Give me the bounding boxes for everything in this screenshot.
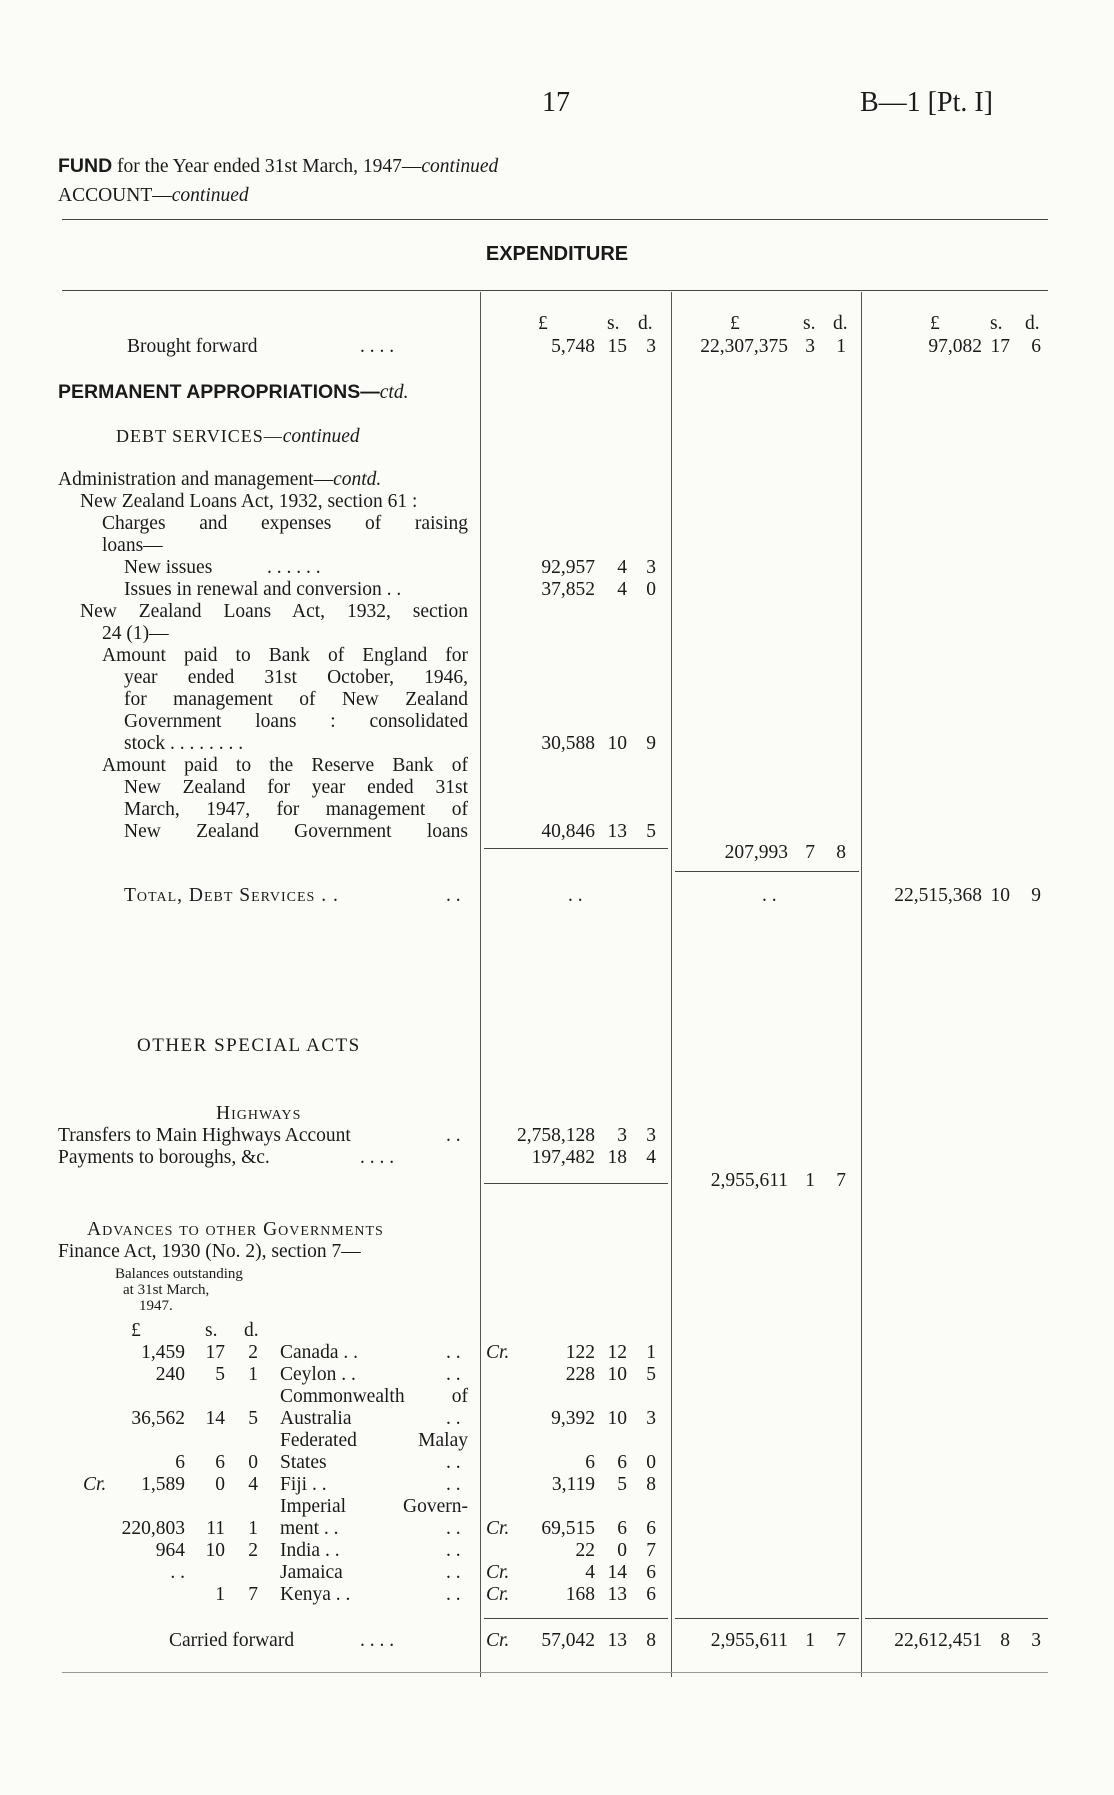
advance-row-3-s: 10 [607, 1408, 627, 1429]
other-special-acts-title: OTHER SPECIAL ACTS [137, 1035, 361, 1056]
debt-continued: continued [282, 426, 360, 447]
page-reference [860, 88, 993, 118]
advance-row-5-bal-pounds: 6 [175, 1452, 185, 1473]
advance-row-8-bal-pounds: 220,803 [121, 1518, 185, 1539]
advance-row-8-cr: Cr. [486, 1518, 510, 1539]
boe-line1: Amount paid to Bank of England for [102, 645, 468, 666]
highways-sub-s: 1 [805, 1170, 815, 1191]
boroughs-label: Payments to boroughs, &c. [58, 1147, 270, 1168]
advance-row-6-bal-pounds: 1,589 [141, 1474, 185, 1495]
col1-d: d. [638, 313, 653, 334]
rb-d: 5 [646, 821, 656, 842]
rule-top [62, 219, 1048, 220]
advance-row-9-s: 0 [617, 1540, 627, 1561]
advance-row-6-bal-s: 0 [215, 1474, 225, 1495]
advance-row-1-d: 5 [646, 1364, 656, 1385]
advance-row-8-dots: . . [446, 1518, 461, 1539]
carried-cr: Cr. [486, 1630, 510, 1651]
advance-row-0-name: Canada . . [280, 1342, 358, 1363]
advance-row-0-cr: Cr. [486, 1342, 510, 1363]
advance-row-3-bal-s: 14 [205, 1408, 225, 1429]
col1-pound: £ [538, 313, 548, 334]
advance-row-11-d: 6 [646, 1584, 656, 1605]
bf-c3-pounds: 97,082 [928, 336, 982, 357]
advance-row-3-name: Australia [280, 1408, 352, 1429]
advance-row-11-s: 13 [607, 1584, 627, 1605]
advance-row-5-name: States [280, 1452, 327, 1473]
total-debt-d: 9 [1031, 885, 1041, 906]
nzla61-line2: Charges and expenses of raising [102, 513, 468, 534]
boroughs-dots: . . . . [360, 1147, 395, 1168]
advance-row-1-bal-s: 5 [215, 1364, 225, 1385]
rule-header [62, 290, 1048, 291]
rule-bottom [62, 1672, 1048, 1673]
boroughs-s: 18 [607, 1147, 627, 1168]
boe-line3: for management of New Zealand [124, 689, 468, 710]
new-issues-label: New issues [124, 557, 213, 578]
bf-c2-s: 3 [805, 336, 815, 357]
advance-row-10-s: 14 [607, 1562, 627, 1583]
advance-row-1-s: 10 [607, 1364, 627, 1385]
advance-row-1-dots: . . [446, 1364, 461, 1385]
rule-debt-c1 [484, 848, 668, 849]
permanent-ctd: ctd. [379, 382, 409, 403]
advance-row-0-bal-pounds: 1,459 [141, 1342, 185, 1363]
advance-row-9-bal-s: 10 [205, 1540, 225, 1561]
total-debt-pounds: 22,515,368 [894, 885, 982, 906]
account-heading [58, 185, 249, 207]
rb-line4: New Zealand Government loans [124, 821, 468, 842]
advance-row-8-name: ment . . [280, 1518, 339, 1539]
debt-sub-pounds: 207,993 [724, 842, 788, 863]
advance-row-5-pounds: 6 [585, 1452, 595, 1473]
new-issues-dots: . . . . . . [267, 557, 321, 578]
advance-row-0-pounds: 122 [565, 1342, 595, 1363]
page-number: 17 [542, 87, 570, 118]
bal-head-pound: £ [131, 1320, 141, 1341]
advances-act: Finance Act, 1930 (No. 2), section 7— [58, 1241, 361, 1262]
advance-row-6-bal-d: 4 [248, 1474, 258, 1495]
advance-row-6-dots: . . [446, 1474, 461, 1495]
advance-row-3-pounds: 9,392 [551, 1408, 595, 1429]
debt-services-heading [116, 425, 360, 448]
bal-head-d: d. [244, 1320, 259, 1341]
highways-title: Highways [216, 1103, 302, 1124]
col-divider-2 [671, 292, 672, 1677]
boroughs-pounds: 197,482 [531, 1147, 595, 1168]
advance-row-3-bal-pounds: 36,562 [131, 1408, 185, 1429]
debt-title: DEBT SERVICES— [116, 426, 283, 446]
advances-title: Advances to other Governments [87, 1219, 384, 1240]
main-highways-s: 3 [617, 1125, 627, 1146]
debt-sub-s: 7 [805, 842, 815, 863]
total-debt-label: Total, Debt Services . . [124, 885, 339, 906]
col3-s: s. [990, 313, 1003, 334]
balances-line1: Balances outstanding [115, 1266, 243, 1282]
cf-c2-pounds: 2,955,611 [710, 1630, 788, 1651]
bf-c1-s: 15 [607, 336, 627, 357]
fund-bold: FUND [58, 155, 113, 177]
brought-forward-dots: . . . . [360, 336, 395, 357]
bf-c1-pounds: 5,748 [551, 336, 595, 357]
boe-line5: stock . . . . . . . . [124, 733, 244, 754]
col1-s: s. [607, 313, 620, 334]
cf-c3-pounds: 22,612,451 [894, 1630, 982, 1651]
nzla24-line1: New Zealand Loans Act, 1932, section [80, 601, 468, 622]
advance-row-11-cr: Cr. [486, 1584, 510, 1605]
carried-forward-label: Carried forward [169, 1630, 295, 1651]
admin-line [58, 469, 381, 491]
advance-row-9-bal-d: 2 [248, 1540, 258, 1561]
renewal-pounds: 37,852 [541, 579, 595, 600]
boe-s: 10 [607, 733, 627, 754]
highways-sub-pounds: 2,955,611 [710, 1170, 788, 1191]
advance-row-8-bal-s: 11 [206, 1518, 225, 1539]
advance-row-1-bal-d: 1 [248, 1364, 258, 1385]
advance-row-10-name: Jamaica [280, 1562, 343, 1583]
main-highways-d: 3 [646, 1125, 656, 1146]
col2-d: d. [833, 313, 848, 334]
advance-row-3-d: 3 [646, 1408, 656, 1429]
rb-s: 13 [607, 821, 627, 842]
cf-c1-pounds: 57,042 [541, 1630, 595, 1651]
advance-row-1-bal-pounds: 240 [155, 1364, 185, 1385]
advance-row-11-bal-d: 7 [248, 1584, 258, 1605]
advance-row-10-pounds: 4 [585, 1562, 595, 1583]
renewal-label: Issues in renewal and conversion . . [124, 579, 402, 600]
col3-pound: £ [930, 313, 940, 334]
advance-row-9-bal-pounds: 964 [155, 1540, 185, 1561]
advance-row-5-bal-s: 6 [215, 1452, 225, 1473]
nzla24-line2: 24 (1)— [102, 623, 169, 644]
main-highways-label: Transfers to Main Highways Account [58, 1125, 351, 1146]
advance-row-9-dots: . . [446, 1540, 461, 1561]
balances-line2: at 31st March, [123, 1282, 210, 1298]
renewal-s: 4 [617, 579, 627, 600]
fund-heading [58, 155, 498, 178]
permanent-title: PERMANENT APPROPRIATIONS— [58, 381, 380, 403]
boe-line4: Government loans : consolidated [124, 711, 468, 732]
col-divider-1 [480, 292, 481, 1677]
advance-row-0-s: 12 [607, 1342, 627, 1363]
advance-row-11-bal-s: 1 [215, 1584, 225, 1605]
bf-c3-d: 6 [1031, 336, 1041, 357]
total-debt-s: 10 [990, 885, 1010, 906]
bf-c1-d: 3 [646, 336, 656, 357]
advance-row-5-s: 6 [617, 1452, 627, 1473]
new-issues-pounds: 92,957 [541, 557, 595, 578]
advance-row-0-d: 1 [646, 1342, 656, 1363]
advance-row-6-bal-cr: Cr. [83, 1474, 107, 1495]
boe-line2: year ended 31st October, 1946, [124, 667, 468, 688]
cf-c1-s: 13 [607, 1630, 627, 1651]
advance-row-3-dots: . . [446, 1408, 461, 1429]
cf-c2-d: 7 [836, 1630, 846, 1651]
rule-carried-c3 [865, 1618, 1048, 1619]
advance-row-6-s: 5 [617, 1474, 627, 1495]
rule-debt-c2 [675, 871, 859, 872]
rb-pounds: 40,846 [541, 821, 595, 842]
col-divider-3 [861, 292, 862, 1677]
rule-carried-c2 [675, 1618, 859, 1619]
advance-row-9-d: 7 [646, 1540, 656, 1561]
boe-pounds: 30,588 [541, 733, 595, 754]
bf-c3-s: 17 [990, 336, 1010, 357]
total-debt-dots: . . [446, 885, 461, 906]
total-debt-dots-c2: . . [762, 885, 777, 906]
advance-row-10-dots: . . [446, 1562, 461, 1583]
nzla61-line1: New Zealand Loans Act, 1932, section 61 : [80, 491, 418, 512]
cf-c2-s: 1 [805, 1630, 815, 1651]
page-ref-text: B—1 [Pt. I] [860, 87, 993, 118]
advance-row-10-cr: Cr. [486, 1562, 510, 1583]
advance-row-10-bal-pounds: . . [170, 1562, 185, 1583]
col3-d: d. [1025, 313, 1040, 334]
advance-row-8-d: 6 [646, 1518, 656, 1539]
brought-forward-label: Brought forward [127, 336, 258, 357]
main-highways-pounds: 2,758,128 [517, 1125, 595, 1146]
advance-row-0-bal-s: 17 [205, 1342, 225, 1363]
bal-head-s: s. [205, 1320, 218, 1341]
col2-s: s. [803, 313, 816, 334]
boroughs-d: 4 [646, 1147, 656, 1168]
advance-row-11-name: Kenya . . [280, 1584, 351, 1605]
new-issues-s: 4 [617, 557, 627, 578]
nzla61-line3: loans— [102, 535, 163, 556]
rule-highways-c1 [484, 1183, 668, 1184]
permanent-heading [58, 381, 408, 404]
total-debt-dots-c1: . . [568, 885, 583, 906]
main-highways-dots: . . [446, 1125, 461, 1146]
advance-row-7-name: Imperial Govern- [280, 1496, 468, 1517]
renewal-d: 0 [646, 579, 656, 600]
advance-row-1-pounds: 228 [565, 1364, 595, 1385]
advance-row-6-pounds: 3,119 [551, 1474, 595, 1495]
advance-row-5-bal-d: 0 [248, 1452, 258, 1473]
rb-line1: Amount paid to the Reserve Bank of [102, 755, 468, 776]
admin-text: Administration and management— [58, 469, 334, 490]
fund-rest: for the Year ended 31st March, 1947— [117, 156, 422, 177]
cf-c1-d: 8 [646, 1630, 656, 1651]
advance-row-8-pounds: 69,515 [541, 1518, 595, 1539]
advance-row-5-dots: . . [446, 1452, 461, 1473]
rb-line2: New Zealand for year ended 31st [124, 777, 468, 798]
advance-row-1-name: Ceylon . . [280, 1364, 356, 1385]
highways-sub-d: 7 [836, 1170, 846, 1191]
advance-row-3-bal-d: 5 [248, 1408, 258, 1429]
bf-c2-d: 1 [836, 336, 846, 357]
cf-c3-s: 8 [1000, 1630, 1010, 1651]
balances-line3: 1947. [139, 1298, 173, 1314]
advance-row-6-name: Fiji . . [280, 1474, 327, 1495]
section-title: EXPENDITURE [485, 243, 629, 265]
cf-c3-d: 3 [1031, 1630, 1041, 1651]
advance-row-5-d: 0 [646, 1452, 656, 1473]
advance-row-0-bal-d: 2 [248, 1342, 258, 1363]
advance-row-4-name: Federated Malay [280, 1430, 468, 1451]
rb-line3: March, 1947, for management of [124, 799, 468, 820]
boe-d: 9 [646, 733, 656, 754]
new-issues-d: 3 [646, 557, 656, 578]
advance-row-9-name: India . . [280, 1540, 340, 1561]
advance-row-6-d: 8 [646, 1474, 656, 1495]
advance-row-2-name: Commonwealth of [280, 1386, 468, 1407]
fund-italic: continued [421, 156, 499, 177]
col2-pound: £ [730, 313, 740, 334]
debt-sub-d: 8 [836, 842, 846, 863]
advance-row-8-bal-d: 1 [248, 1518, 258, 1539]
rule-carried-c1 [484, 1618, 668, 1619]
advance-row-11-dots: . . [446, 1584, 461, 1605]
account-text: ACCOUNT— [58, 185, 172, 206]
advance-row-0-dots: . . [446, 1342, 461, 1363]
advance-row-11-pounds: 168 [565, 1584, 595, 1605]
advance-row-9-pounds: 22 [575, 1540, 595, 1561]
bf-c2-pounds: 22,307,375 [700, 336, 788, 357]
admin-contd: contd. [333, 469, 382, 490]
carried-forward-dots: . . . . [360, 1630, 395, 1651]
account-italic: continued [171, 185, 249, 206]
advance-row-8-s: 6 [617, 1518, 627, 1539]
advance-row-10-d: 6 [646, 1562, 656, 1583]
balances-heading [115, 1266, 243, 1314]
